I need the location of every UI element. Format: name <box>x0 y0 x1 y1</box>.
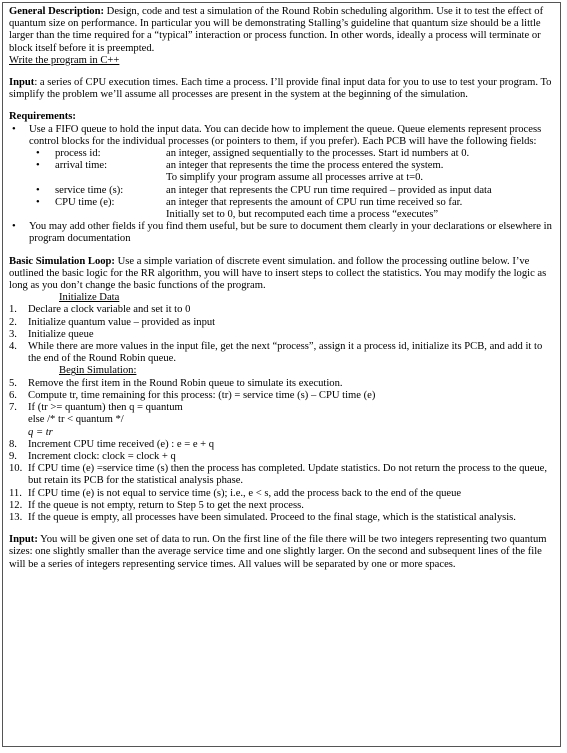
step-else-line: else /* tr < quantum */ <box>28 414 124 426</box>
simulation-steps-continued <box>9 378 554 524</box>
pcb-field-name: • process id: <box>55 148 101 160</box>
general-description-label: General Description: <box>9 6 105 17</box>
pcb-field-name: • service time (s): <box>55 184 124 196</box>
step-item <box>9 329 554 341</box>
step-item <box>9 304 554 316</box>
pcb-field-description: an integer that represents the amount of CPU run time received so far. <box>166 196 463 208</box>
simulation-loop-text: Use a simple variation of discrete event simulation. and follow the processing outline below. I’ve outlined the basic logic for the RR algorithm, you will have to insert steps to collect the statistics. You may modify the logic as long as you don’t change the basic functions of the program. <box>9 255 547 292</box>
step-item <box>9 488 554 500</box>
input-overview <box>9 77 554 101</box>
requirements-section <box>9 111 554 245</box>
input-data-section <box>9 534 554 571</box>
step-item <box>9 378 554 390</box>
begin-simulation-heading: Begin Simulation: <box>59 365 137 377</box>
simulation-loop-label: Basic Simulation Loop: <box>9 255 115 267</box>
general-description-paragraph <box>9 6 554 55</box>
language-requirement: Write the program in C++ <box>9 54 120 66</box>
simulation-loop-section <box>9 256 554 524</box>
step-number: 11. <box>9 487 22 499</box>
step-assign-line: q = tr <box>28 426 53 438</box>
pcb-field <box>29 148 554 160</box>
general-description <box>9 6 554 67</box>
step-item <box>9 317 554 329</box>
input-data-paragraph <box>9 534 554 571</box>
step-number: 4. <box>9 341 17 353</box>
step-item <box>9 451 554 463</box>
step-item <box>9 512 554 524</box>
pcb-field-description: an integer, assigned sequentially to the processes. Start id numbers at 0. <box>166 148 470 160</box>
step-item <box>9 341 554 365</box>
general-description-text: Design, code and test a simulation of the Round Robin scheduling algorithm. Use it to test the effect of quantum size on performance. In particular you will be demonstrating Stalling’s guideline that quantum size should be a little larger than the time required for a “typical” interaction or process function. In other words, ideally a process will terminate or block itself before it is preempted. <box>9 6 544 54</box>
input-overview-paragraph <box>9 77 554 101</box>
pcb-field <box>29 197 554 221</box>
pcb-field-description: an integer that represents the CPU run time required – provided as input data <box>166 184 492 196</box>
step-text: Increment clock: clock = clock + q <box>28 450 176 462</box>
step-text: If the queue is empty, all processes have been simulated. Proceed to the final stage, which is the statistical analysis. <box>28 511 516 523</box>
step-item <box>9 402 554 439</box>
step-text: If CPU time (e) =service time (s) then the process has completed. Update statistics. Do not return the process to the queue, but retain its PCB for the statistical analysis phase. <box>28 463 548 487</box>
step-number: 5. <box>9 377 17 389</box>
pcb-field-description-block <box>166 160 554 184</box>
pcb-field-description: an integer that represents the time the process entered the system. <box>166 160 444 172</box>
pcb-field-description-block <box>166 197 554 221</box>
step-text: Compute tr, time remaining for this process: (tr) = service time (s) – CPU time (e) <box>28 389 376 401</box>
step-text: Remove the first item in the Round Robin queue to simulate its execution. <box>28 377 343 389</box>
step-number: 8. <box>9 438 17 450</box>
input-overview-text: : a series of CPU execution times. Each time a process. I’ll provide final input data for you to use to test your program. To simplify the problem we’ll assume all processes are present in the system at the beginning of the simulation. <box>9 77 552 101</box>
step-number: 10. <box>9 463 23 475</box>
pcb-field-description-note: To simplify your program assume all processes arrive at t=0. <box>166 172 424 184</box>
step-item <box>9 439 554 451</box>
step-number: 1. <box>9 304 17 316</box>
simulation-loop-paragraph <box>9 256 554 293</box>
requirement-fifo-text: Use a FIFO queue to hold the input data. You can decide how to implement the queue. Queue elements represent process control blocks for the individual processes (or pointers to them, if you prefer). Each PCB will have the following fields: <box>29 123 542 147</box>
input-data-label: Input: <box>9 534 38 546</box>
step-text: While there are more values in the input file, get the next “process”, assign it a process id, initialize its PCB, and add it to the end of the Round Robin queue. <box>28 341 543 365</box>
step-number: 13. <box>9 511 23 523</box>
input-overview-label: Input <box>9 77 35 89</box>
step-item <box>9 463 554 487</box>
step-number: 2. <box>9 316 17 328</box>
pcb-field-name: • CPU time (e): <box>55 196 115 208</box>
simulation-steps <box>9 304 554 365</box>
requirement-fifo-queue <box>9 124 554 222</box>
input-data-text: You will be given one set of data to run. On the first line of the file there will be two integers representing two quantum sizes: one slightly smaller than the average service time and one slightly larger. On the second and subsequent lines of the file will be a series of integers representing service times. All values will be separated by one or more spaces. <box>9 534 547 570</box>
step-number: 12. <box>9 499 23 511</box>
requirement-extra-fields: • You may add other fields if you find them useful, but be sure to document them clearly in your declarations or elsewhere in program documentation <box>9 221 554 245</box>
step-item <box>9 500 554 512</box>
pcb-field <box>29 160 554 184</box>
step-text: If CPU time (e) is not equal to service time (s); i.e., e < s, add the process back to the end of the queue <box>28 487 462 499</box>
step-item <box>9 390 554 402</box>
document-page <box>2 2 561 747</box>
step-text: If the queue is not empty, return to Step 5 to get the next process. <box>28 499 304 511</box>
step-text: If (tr >= quantum) then q = quantum <box>28 402 183 414</box>
pcb-field-name: • arrival time: <box>55 160 108 172</box>
step-text: Initialize quantum value – provided as input <box>28 316 216 328</box>
initialize-data-heading: Initialize Data <box>59 292 120 304</box>
pcb-field-description-note: Initially set to 0, but recomputed each time a process “executes” <box>166 209 439 221</box>
step-text: Increment CPU time received (e) : e = e + q <box>28 438 215 450</box>
pcb-field-list <box>29 148 554 221</box>
step-number: 3. <box>9 328 17 340</box>
step-number: 9. <box>9 450 17 462</box>
step-number: 7. <box>9 402 17 414</box>
pcb-field <box>29 185 554 197</box>
step-text: Declare a clock variable and set it to 0 <box>28 304 191 316</box>
step-number: 6. <box>9 389 17 401</box>
requirements-heading: Requirements: <box>9 111 76 123</box>
step-text: Initialize queue <box>28 328 94 340</box>
requirements-list <box>9 124 554 246</box>
